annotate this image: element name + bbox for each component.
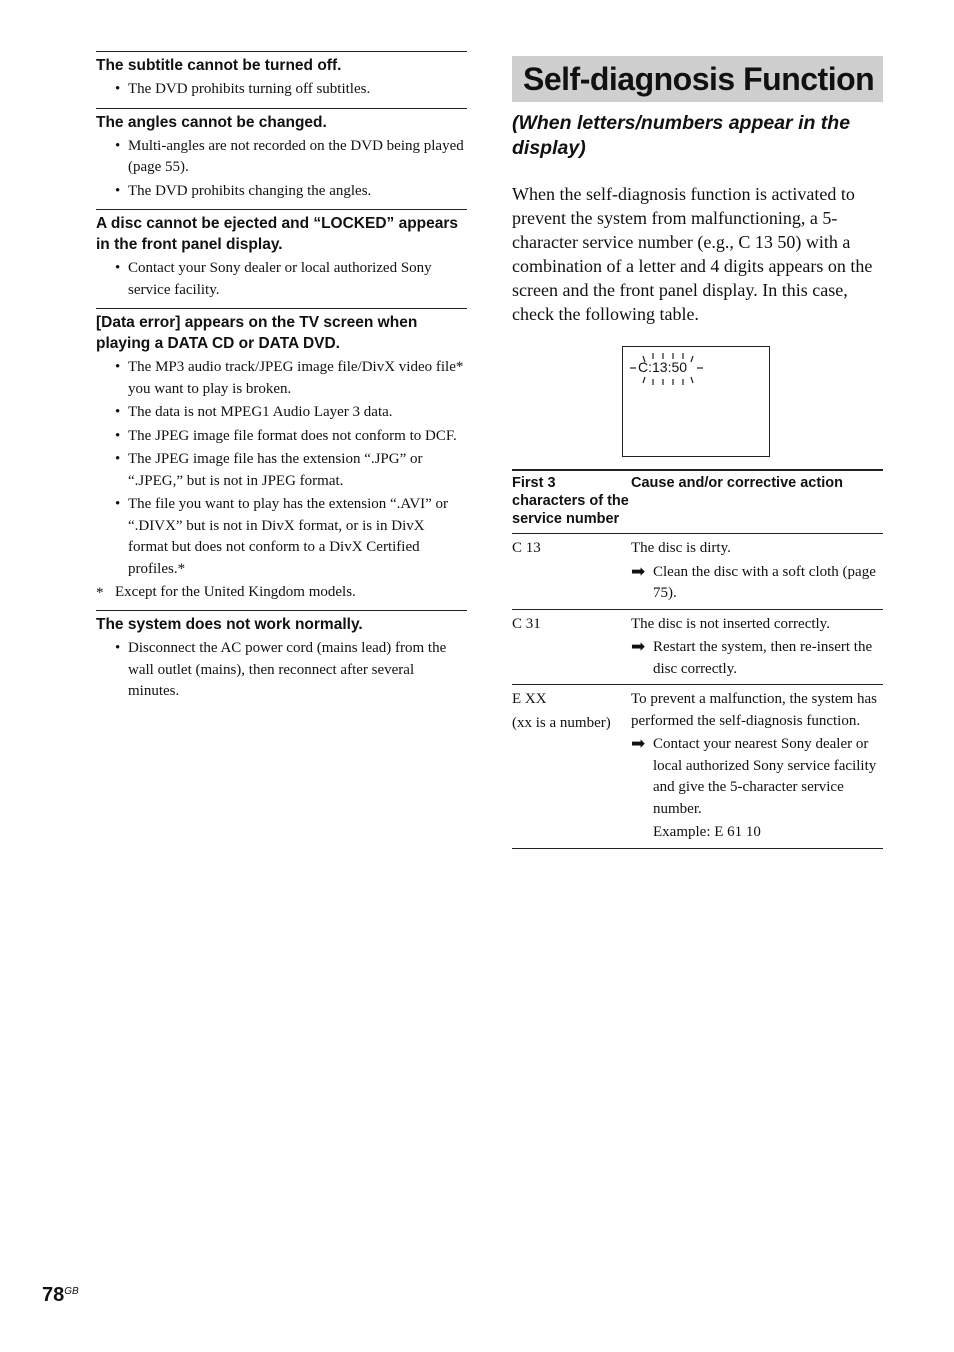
intro-paragraph: When the self-diagnosis function is activated to prevent the system from malfunctioning, a 5-character service number (e.g., C 13 50) with a combination of a letter and 4 digits appears on the screen and the front panel display. In this case, check the following table. [512, 184, 873, 324]
bullet-item: • Contact your Sony dealer or local authorized Sony service facility. [96, 258, 467, 301]
display-readout: C:13:50 [638, 359, 688, 375]
footnote [96, 582, 467, 603]
bullet-list [96, 258, 467, 301]
right-column [512, 56, 883, 849]
service-code [512, 534, 631, 610]
footnote-text: Except for the United Kingdom models. [115, 584, 356, 600]
corrective-action [631, 637, 883, 680]
table-row [512, 685, 883, 849]
bullet-item: • The JPEG image file format does not conform to DCF. [96, 426, 467, 448]
arrow-right-icon: ➡ [631, 734, 646, 754]
table-header-row [512, 470, 883, 534]
bullet-item: • Multi-angles are not recorded on the DVD being played (page 55). [96, 136, 467, 179]
page-number [42, 1284, 79, 1307]
bullet-item: • The file you want to play has the extension “.AVI” or “.DIVX” but is not in DivX format, or is in DivX format but does not conform to a DivX Certified profiles.* [96, 494, 467, 580]
corrective-action [631, 734, 883, 820]
cause-text: The disc is dirty. [631, 540, 731, 556]
table-row [512, 609, 883, 685]
column-header: Cause and/or corrective action [631, 470, 883, 534]
action-text: Contact your nearest Sony dealer or local authorized Sony service facility and give the 5-character service number. [653, 736, 877, 817]
service-code [512, 609, 631, 685]
bullet-item: • The JPEG image file has the extension “.JPG” or “.JPEG,” but is not in JPEG format. [96, 449, 467, 492]
service-code [512, 685, 631, 849]
cause-text: The disc is not inserted correctly. [631, 615, 830, 632]
section-heading: The subtitle cannot be turned off. [96, 57, 342, 74]
arrow-right-icon: ➡ [631, 637, 646, 657]
service-code-text: C 13 [512, 540, 541, 556]
section-heading: [Data error] appears on the TV screen when playing a DATA CD or DATA DVD. [96, 314, 418, 352]
page-suffix: GB [64, 1286, 79, 1297]
arrow-right-icon: ➡ [631, 561, 646, 582]
table-row [512, 534, 883, 610]
section-heading: A disc cannot be ejected and “LOCKED” appears in the front panel display. [96, 215, 459, 253]
section-heading: The system does not work normally. [96, 616, 363, 633]
bullet-item: • The DVD prohibits changing the angles. [96, 181, 467, 203]
service-code-note: (xx is a number) [512, 714, 611, 731]
section-heading: The angles cannot be changed. [96, 113, 327, 131]
footnote-mark: * [96, 585, 104, 601]
bullet-item: • The DVD prohibits turning off subtitles. [96, 79, 467, 101]
action-text: Restart the system, then re-insert the disc correctly. [653, 639, 873, 677]
cause-cell [631, 685, 883, 849]
service-code-text: E XX [512, 691, 547, 707]
troubleshoot-not-working [96, 610, 467, 703]
subheading: (When letters/numbers appear in the display) [512, 112, 851, 159]
troubleshoot-subtitle [96, 51, 467, 101]
bullet-item: • The MP3 audio track/JPEG image file/DivX video file* you want to play is broken. [96, 357, 467, 400]
section-title-banner: Self-diagnosis Function [512, 56, 883, 102]
bullet-list [96, 79, 467, 101]
left-column [96, 51, 467, 710]
action-text: Clean the disc with a soft cloth (page 75). [653, 563, 876, 601]
troubleshoot-angles [96, 108, 467, 203]
bullet-list [96, 136, 467, 203]
service-number-table [512, 469, 883, 849]
front-panel-display-illustration [622, 346, 770, 457]
bullet-list [96, 357, 467, 580]
bullet-list [96, 638, 467, 703]
corrective-action [631, 562, 883, 605]
troubleshoot-data-error [96, 308, 467, 603]
bullet-item: • The data is not MPEG1 Audio Layer 3 data. [96, 402, 467, 424]
example-text: Example: E 61 10 [653, 824, 761, 840]
cause-cell [631, 609, 883, 685]
column-header: First 3 characters of the service number [512, 470, 631, 534]
page-number-text: 78 [42, 1284, 65, 1306]
cause-text: To prevent a malfunction, the system has performed the self-diagnosis function. [631, 691, 877, 729]
troubleshoot-locked [96, 209, 467, 301]
cause-cell [631, 534, 883, 610]
service-code-text: C 31 [512, 615, 541, 632]
bullet-item: • Disconnect the AC power cord (mains lead) from the wall outlet (mains), then reconnect after several minutes. [96, 638, 467, 703]
